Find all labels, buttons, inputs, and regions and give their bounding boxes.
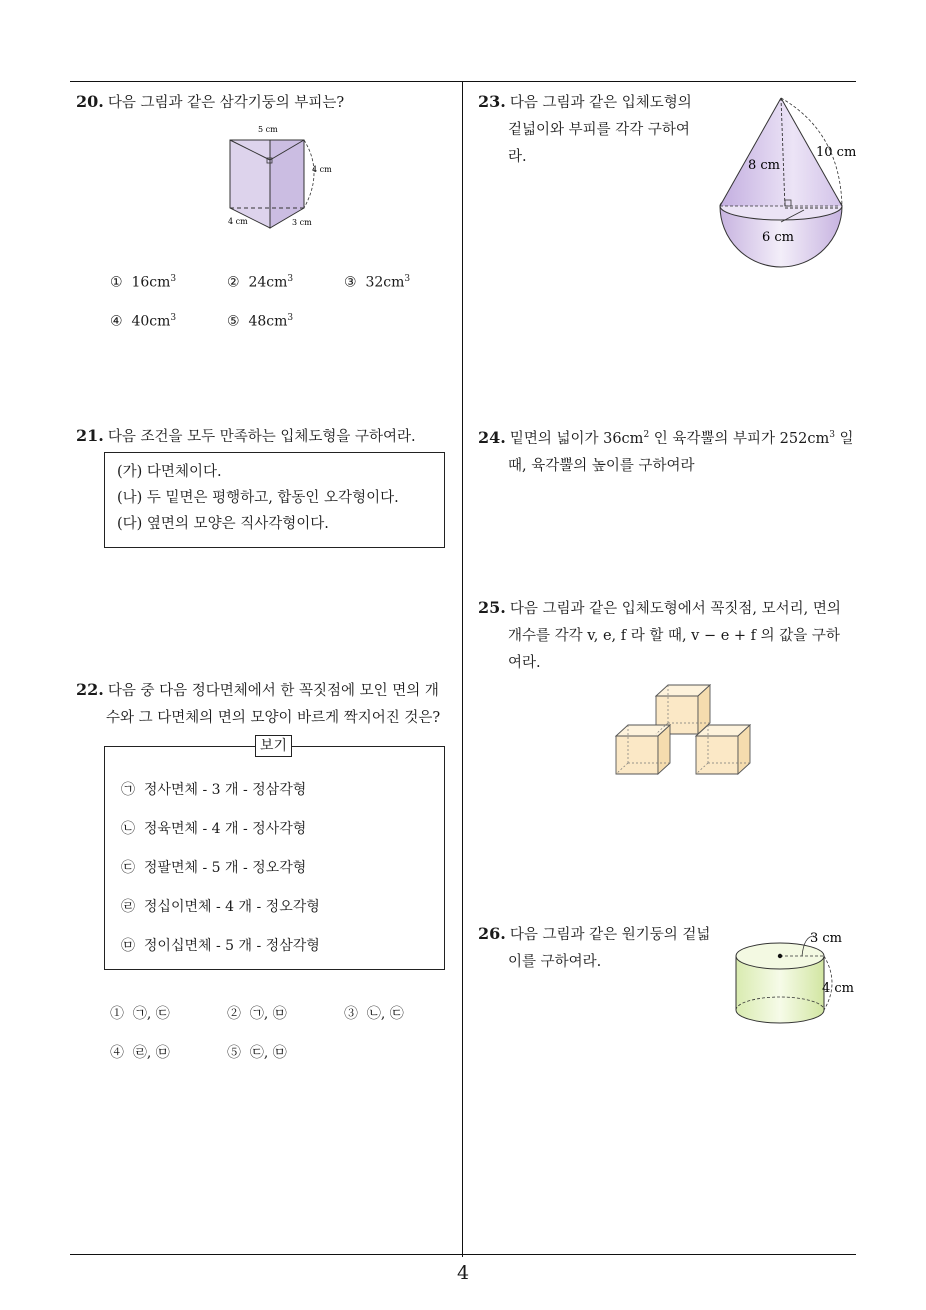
choice-2[interactable]: ② ㉠, ㉤ (227, 1006, 287, 1022)
bogi-box (104, 738, 445, 970)
choice-3[interactable]: ③ ㉡, ㉢ (344, 1006, 404, 1022)
question-text-line2: 이를 구하여라. (508, 954, 602, 970)
condition-2: (나) 두 밑면은 평행하고, 합동인 오각형이다. (117, 490, 399, 506)
question-text: 다음 그림과 같은 삼각기둥의 부피는? (107, 95, 345, 111)
question-23 (478, 88, 692, 171)
label-bottom-right: 3 cm (292, 218, 312, 227)
label-radius: 6 cm (762, 230, 795, 245)
question-text: 다음 조건을 모두 만족하는 입체도형을 구하여라. (107, 429, 416, 445)
question-text-line2: 겉넓이와 부피를 각각 구하여 (508, 122, 690, 138)
column-divider (462, 82, 463, 1257)
label-height: 4 cm (822, 981, 855, 996)
question-text-line1: 다음 중 다음 정다면체에서 한 꼭짓점에 모인 면의 개 (107, 683, 439, 699)
question-text-line3: 라. (508, 149, 527, 165)
question-number: 25. (478, 598, 506, 617)
page-number: 4 (456, 1262, 470, 1284)
question-21 (76, 422, 416, 451)
choice-4[interactable]: ④ $40cm^3$ (110, 313, 177, 330)
choice-2[interactable]: ② $24cm^3$ (227, 274, 294, 291)
condition-1: (가) 다면체이다. (117, 464, 222, 480)
question-22 (76, 676, 440, 732)
choice-4[interactable]: ④ ㉣, ㉤ (110, 1045, 170, 1061)
question-number: 24. (478, 427, 506, 447)
choice-1[interactable]: ① $16cm^3$ (110, 274, 177, 291)
label-slant: 8 cm (748, 158, 781, 173)
label-top: 5 cm (258, 125, 278, 134)
triangular-prism-figure (220, 120, 340, 235)
question-number: 22. (76, 680, 104, 699)
label-bottom-left: 4 cm (228, 217, 248, 226)
question-text-line1: 다음 그림과 같은 입체도형의 (509, 95, 692, 111)
cone-hemisphere-figure (712, 92, 862, 272)
question-number: 26. (478, 924, 506, 943)
question-24: 24. 밑면의 넓이가 $36cm^2$ 인 육각뿔의 부피가 $252cm^3$ 일 때, 육각뿔의 높이를 구하여라 (478, 422, 858, 480)
label-radius: 3 cm (810, 931, 843, 946)
bottom-rule (70, 1254, 856, 1255)
question-number: 20. (76, 92, 104, 111)
question-text-line1: 다음 그림과 같은 원기둥의 겉넓 (509, 927, 711, 943)
bogi-item: ㉡ 정육면체 - 4 개 - 정사각형 (121, 821, 307, 837)
bogi-item: ㉢ 정팔면체 - 5 개 - 정오각형 (121, 860, 307, 876)
bogi-title: 보기 (255, 735, 292, 757)
choice-5[interactable]: ⑤ $48cm^3$ (227, 313, 294, 330)
cylinder-figure (730, 926, 858, 1030)
bogi-item: ㉠ 정사면체 - 3 개 - 정삼각형 (121, 782, 307, 798)
top-rule (70, 81, 856, 82)
label-right: 4 cm (312, 165, 332, 174)
bogi-item: ㉤ 정이십면체 - 5 개 - 정삼각형 (121, 938, 320, 954)
choice-3[interactable]: ③ $32cm^3$ (344, 274, 411, 291)
choice-1[interactable]: ① ㉠, ㉢ (110, 1006, 170, 1022)
question-text-line2: 때, 육각뿔의 높이를 구하여라 (508, 457, 695, 474)
question-number: 21. (76, 426, 104, 445)
question-number: 23. (478, 92, 506, 111)
question-20 (76, 88, 344, 117)
question-text-line1: 다음 그림과 같은 입체도형에서 꼭짓점, 모서리, 면의 (509, 601, 841, 617)
stacked-cubes-figure (612, 682, 754, 782)
question-text-line2: 개수를 각각 v, e, f 라 할 때, v − e + f 의 값을 구하 (508, 628, 840, 644)
question-26 (478, 920, 710, 976)
choice-5[interactable]: ⑤ ㉢, ㉤ (227, 1045, 287, 1061)
conditions-box (104, 452, 445, 548)
condition-3: (다) 옆면의 모양은 직사각형이다. (117, 516, 329, 532)
label-right: 10 cm (816, 145, 857, 160)
question-text-line2: 수와 그 다면체의 면의 모양이 바르게 짝지어진 것은? (106, 710, 441, 726)
question-25 (478, 594, 858, 677)
bogi-item: ㉣ 정십이면체 - 4 개 - 정오각형 (121, 899, 320, 915)
question-text-line3: 여라. (508, 655, 541, 671)
